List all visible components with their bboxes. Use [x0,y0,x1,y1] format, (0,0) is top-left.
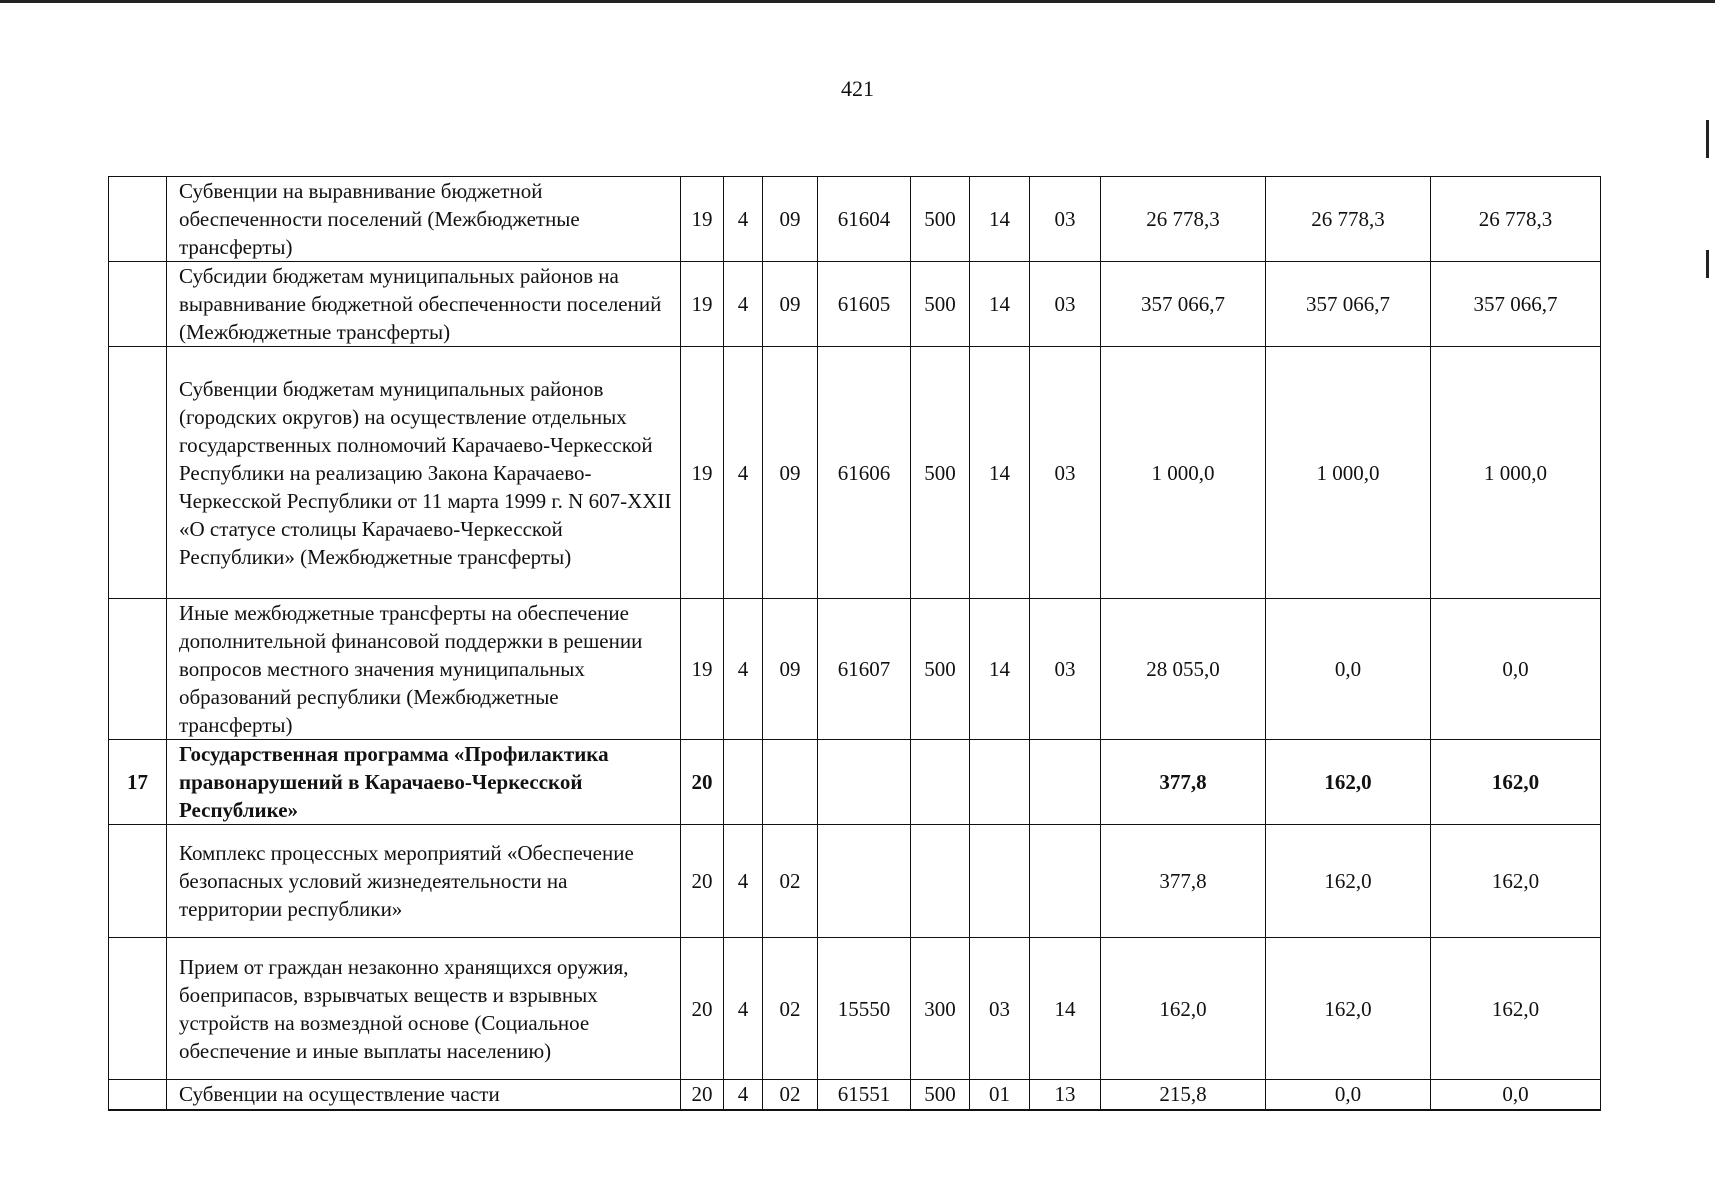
row-number [109,825,167,938]
code-cell: 4 [724,262,763,347]
code-cell: 20 [681,1080,724,1110]
code-cell [970,740,1030,825]
table-row [109,825,1601,938]
table-row [109,1080,1601,1110]
table-row-program [109,740,1601,825]
row-number [109,262,167,347]
scan-right-edge-mark [1706,250,1709,278]
amount-cell: 162,0 [1266,938,1431,1080]
code-cell: 19 [681,599,724,740]
amount-cell: 0,0 [1431,1080,1601,1110]
code-cell: 61604 [818,177,911,262]
row-description: Комплекс процессных мероприятий «Обеспечение безопасных условий жизнедеятельности на территории республики» [167,825,681,938]
code-cell: 61551 [818,1080,911,1110]
code-cell [818,825,911,938]
code-cell: 4 [724,825,763,938]
amount-cell: 215,8 [1101,1080,1266,1110]
budget-table [108,176,1601,1111]
amount-cell: 357 066,7 [1101,262,1266,347]
code-cell [763,740,818,825]
code-cell: 03 [1030,262,1101,347]
code-cell: 01 [970,1080,1030,1110]
code-cell [1030,825,1101,938]
code-cell: 19 [681,262,724,347]
page-number: 421 [841,76,874,101]
code-cell: 4 [724,177,763,262]
amount-cell: 162,0 [1266,740,1431,825]
code-cell: 02 [763,1080,818,1110]
code-cell: 09 [763,177,818,262]
code-cell: 14 [970,177,1030,262]
amount-cell: 357 066,7 [1266,262,1431,347]
table-row [109,938,1601,1080]
code-cell: 02 [763,938,818,1080]
table-row [109,262,1601,347]
code-cell [818,740,911,825]
code-cell: 19 [681,177,724,262]
row-description: Государственная программа «Профилактика правонарушений в Карачаево-Черкесской Республике» [167,740,681,825]
amount-cell: 26 778,3 [1266,177,1431,262]
amount-cell: 0,0 [1266,1080,1431,1110]
amount-cell: 162,0 [1101,938,1266,1080]
code-cell: 300 [911,938,970,1080]
amount-cell: 1 000,0 [1101,347,1266,599]
amount-cell: 162,0 [1431,938,1601,1080]
amount-cell: 0,0 [1431,599,1601,740]
code-cell: 09 [763,599,818,740]
code-cell: 4 [724,347,763,599]
table-row [109,599,1601,740]
table-row [109,177,1601,262]
code-cell: 03 [970,938,1030,1080]
code-cell: 15550 [818,938,911,1080]
row-number: 17 [109,740,167,825]
code-cell [911,740,970,825]
row-description: Субвенции на осуществление части [167,1080,681,1110]
code-cell: 61605 [818,262,911,347]
code-cell: 02 [763,825,818,938]
code-cell: 500 [911,262,970,347]
row-number [109,177,167,262]
code-cell: 500 [911,1080,970,1110]
code-cell: 09 [763,347,818,599]
code-cell [1030,740,1101,825]
code-cell [970,825,1030,938]
code-cell: 14 [970,599,1030,740]
code-cell: 61606 [818,347,911,599]
code-cell: 500 [911,599,970,740]
code-cell: 4 [724,938,763,1080]
code-cell: 19 [681,347,724,599]
code-cell: 20 [681,740,724,825]
code-cell: 14 [970,347,1030,599]
amount-cell: 0,0 [1266,599,1431,740]
amount-cell: 28 055,0 [1101,599,1266,740]
code-cell: 20 [681,825,724,938]
code-cell [911,825,970,938]
row-description: Субвенции на выравнивание бюджетной обеспеченности поселений (Межбюджетные трансферты) [167,177,681,262]
code-cell: 14 [1030,938,1101,1080]
amount-cell: 377,8 [1101,825,1266,938]
code-cell: 03 [1030,177,1101,262]
code-cell: 4 [724,1080,763,1110]
code-cell: 500 [911,347,970,599]
amount-cell: 26 778,3 [1431,177,1601,262]
code-cell: 61607 [818,599,911,740]
row-description: Иные межбюджетные трансферты на обеспечение дополнительной финансовой поддержки в решении вопросов местного значения муниципальных образований республики (Межбюджетные трансферты) [167,599,681,740]
code-cell: 500 [911,177,970,262]
row-description: Субвенции бюджетам муниципальных районов (городских округов) на осуществление отдельных государственных полномочий Карачаево-Черкесской Республики на реализацию Закона Карачаево-Черкесской Республики от 11 марта 1999 г. N 607-XXII «О статусе столицы Карачаево-Черкесской Республики» (Межбюджетные трансферты) [167,347,681,599]
amount-cell: 26 778,3 [1101,177,1266,262]
row-description: Прием от граждан незаконно хранящихся оружия, боеприпасов, взрывчатых веществ и взрывных устройств на возмездной основе (Социальное обеспечение и иные выплаты населению) [167,938,681,1080]
code-cell: 4 [724,599,763,740]
scan-right-edge-mark [1706,120,1709,158]
scan-top-edge [0,0,1715,3]
table-row [109,347,1601,599]
code-cell [724,740,763,825]
row-number [109,938,167,1080]
code-cell: 20 [681,938,724,1080]
amount-cell: 1 000,0 [1266,347,1431,599]
amount-cell: 162,0 [1266,825,1431,938]
code-cell: 14 [970,262,1030,347]
code-cell: 03 [1030,599,1101,740]
code-cell: 09 [763,262,818,347]
row-number [109,347,167,599]
amount-cell: 377,8 [1101,740,1266,825]
row-number [109,1080,167,1110]
amount-cell: 162,0 [1431,825,1601,938]
code-cell: 03 [1030,347,1101,599]
code-cell: 13 [1030,1080,1101,1110]
amount-cell: 1 000,0 [1431,347,1601,599]
amount-cell: 162,0 [1431,740,1601,825]
row-number [109,599,167,740]
row-description: Субсидии бюджетам муниципальных районов на выравнивание бюджетной обеспеченности поселений (Межбюджетные трансферты) [167,262,681,347]
amount-cell: 357 066,7 [1431,262,1601,347]
